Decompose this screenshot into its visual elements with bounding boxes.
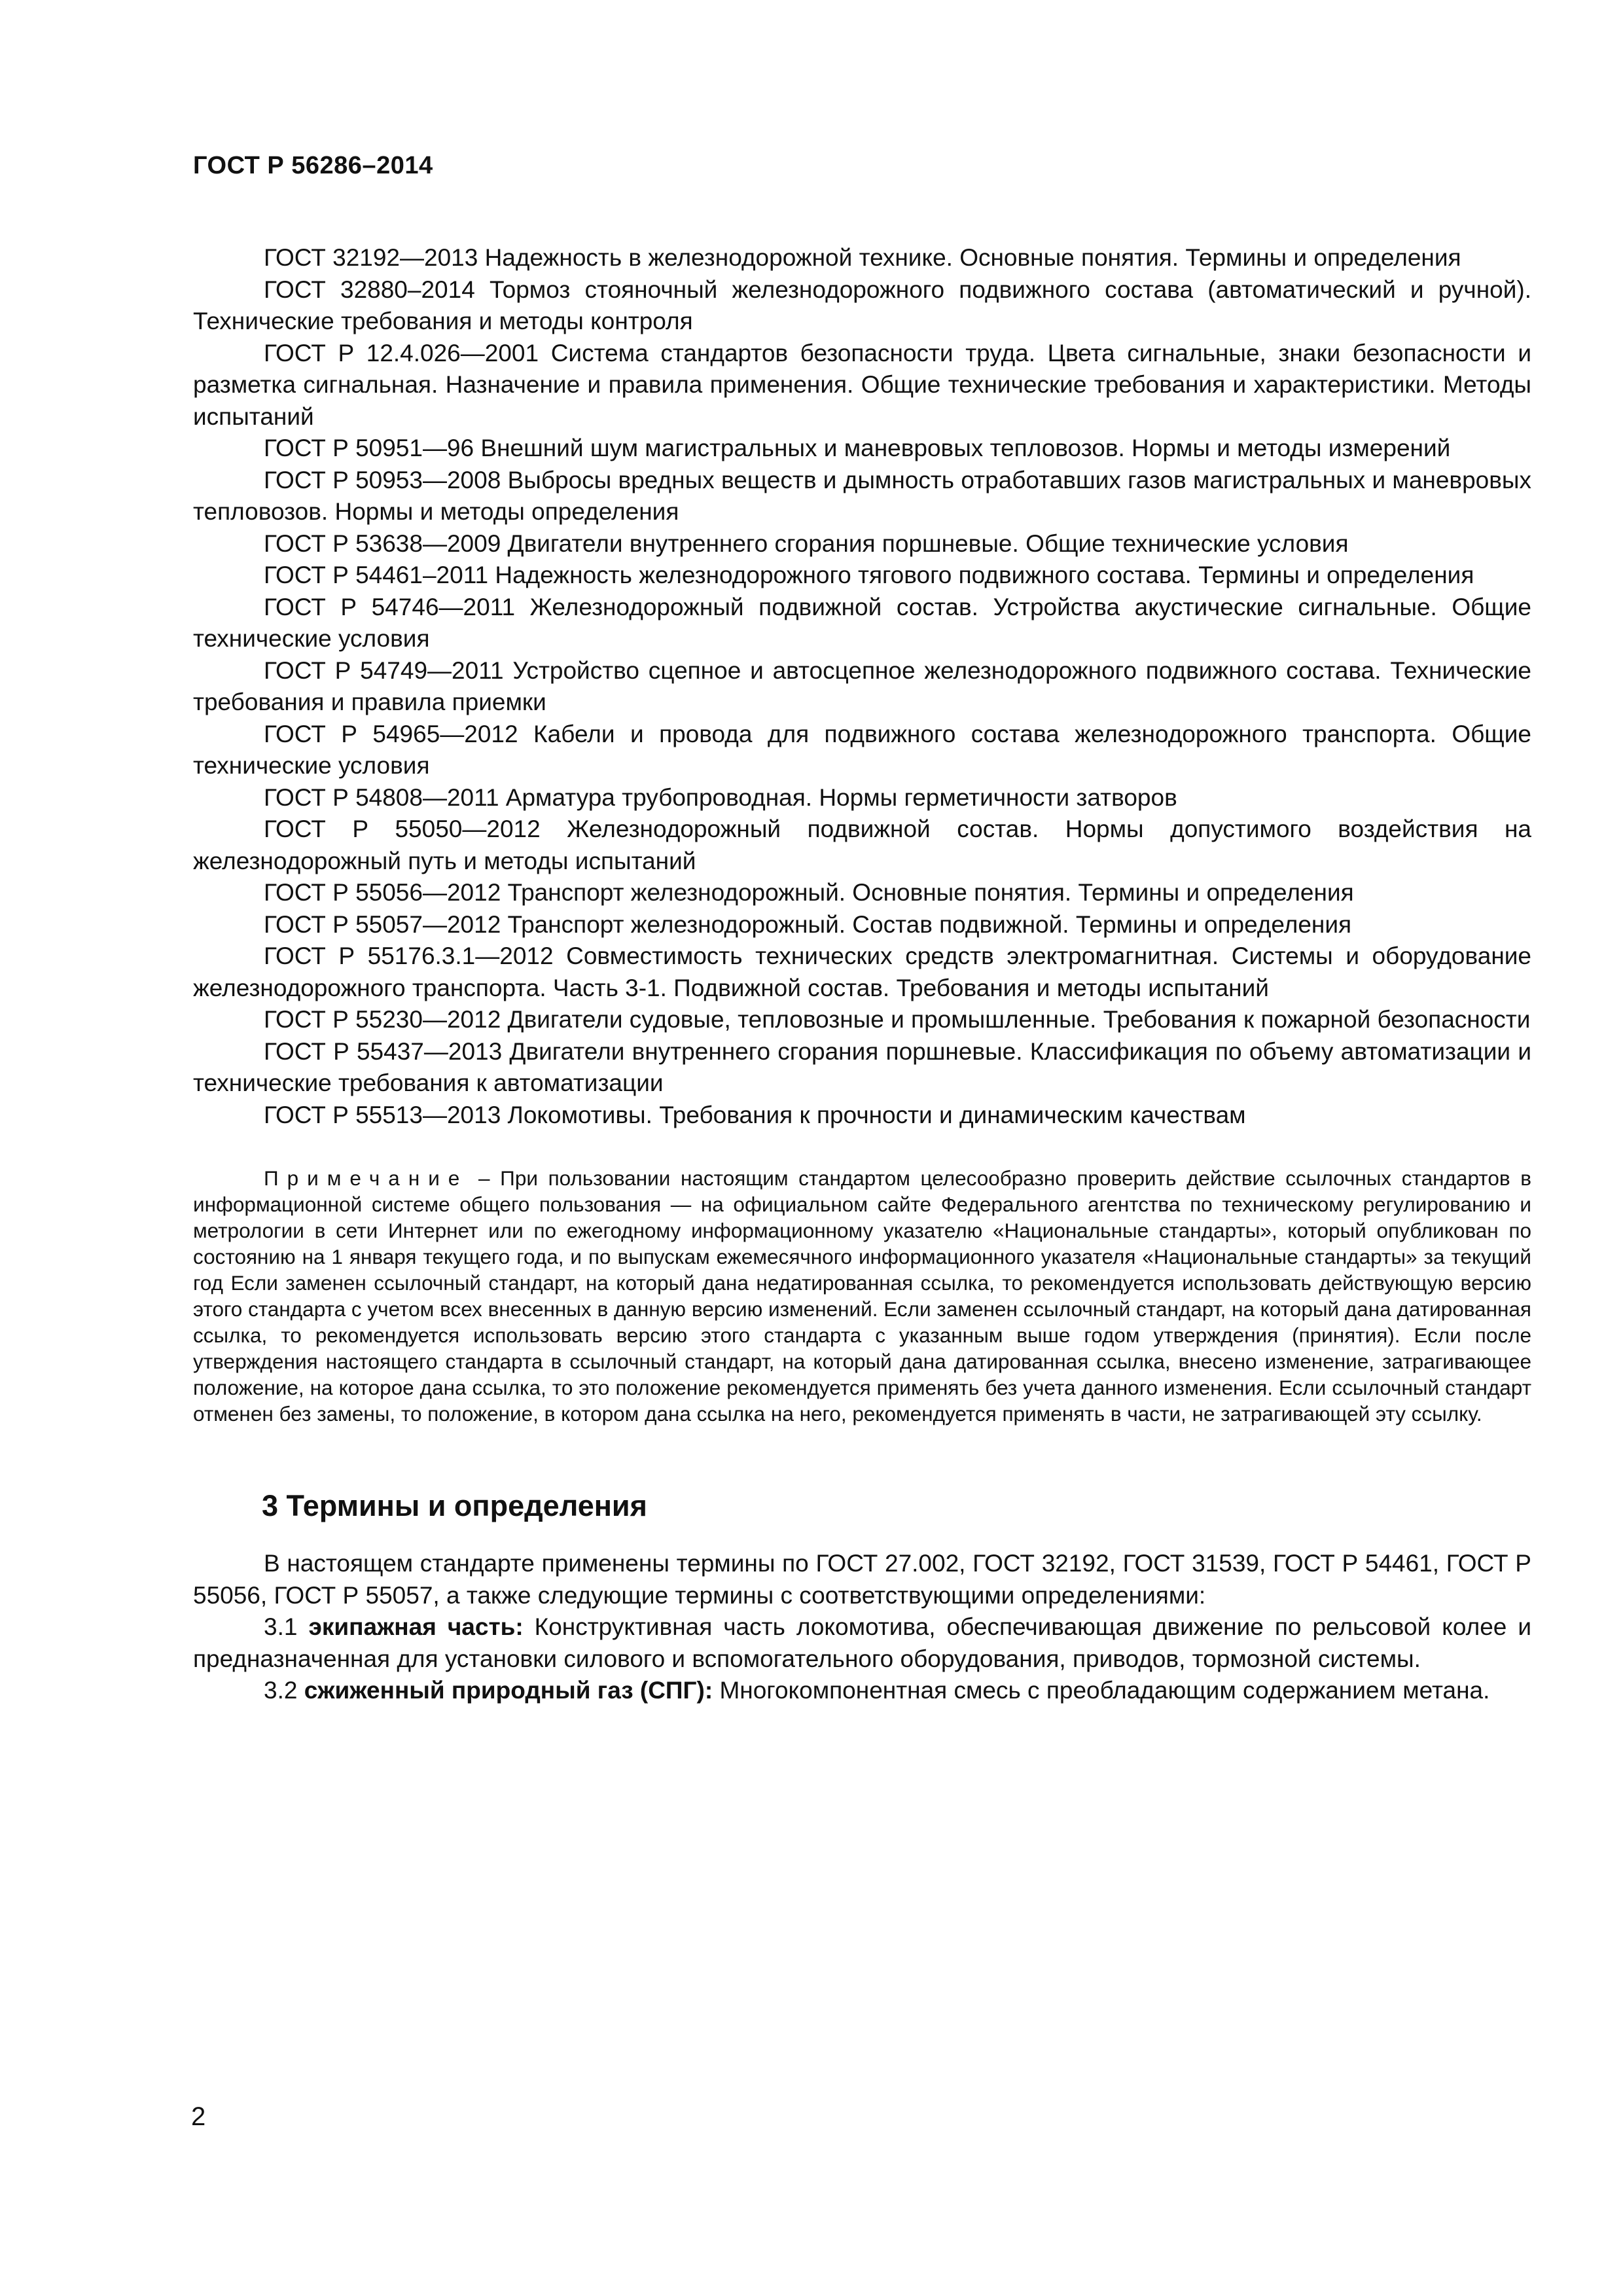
section-title: 3 Термины и определения — [262, 1489, 647, 1522]
reference-item: ГОСТ Р 55056—2012 Транспорт железнодорожный. Основные понятия. Термины и определения — [264, 879, 1354, 906]
reference-item: ГОСТ Р 55176.3.1—2012 Совместимость технических средств электромагнитная. Системы и оборудование железнодорожного транспорта. Часть 3-1. Подвижной состав. Требования и методы испытаний — [193, 942, 1531, 1001]
term-definition — [193, 1675, 1531, 1707]
term-text: Конструктивная часть локомотива, обеспечивающая движение по рельсовой колее и предназначенная для установки силового и вспомогательного оборудования, приводов, тормозной системы. — [193, 1613, 1532, 1672]
reference-item: ГОСТ Р 55513—2013 Локомотивы. Требования к прочности и динамическим качествам — [264, 1101, 1246, 1128]
document-body — [193, 242, 1531, 1707]
reference-item: ГОСТ Р 54461–2011 Надежность железнодорожного тягового подвижного состава. Термины и определения — [264, 562, 1474, 588]
reference-item: ГОСТ Р 50953—2008 Выбросы вредных веществ и дымность отработавших газов магистральных и маневровых тепловозов. Нормы и методы определения — [193, 466, 1531, 525]
reference-item: ГОСТ Р 54965—2012 Кабели и провода для подвижного состава железнодорожного транспорта. Общие технические условия — [193, 720, 1531, 779]
reference-item: ГОСТ Р 54746—2011 Железнодорожный подвижной состав. Устройства акустические сигнальные. Общие технические условия — [193, 593, 1531, 652]
reference-item: ГОСТ Р 55050—2012 Железнодорожный подвижной состав. Нормы допустимого воздействия на железнодорожный путь и методы испытаний — [193, 816, 1531, 874]
reference-item: ГОСТ 32880–2014 Тормоз стояночный железнодорожного подвижного состава (автоматический и ручной). Технические требования и методы контроля — [193, 276, 1531, 334]
term-name: экипажная часть: — [308, 1613, 524, 1640]
page-number: 2 — [191, 2102, 206, 2131]
reference-item: ГОСТ Р 55057—2012 Транспорт железнодорожный. Состав подвижной. Термины и определения — [264, 910, 1352, 938]
note-block — [193, 1165, 1531, 1427]
term-number: 3.2 — [264, 1677, 298, 1704]
term-definition — [193, 1611, 1531, 1675]
reference-item: ГОСТ Р 54749—2011 Устройство сцепное и автосцепное железнодорожного подвижного состава. Технические требования и правила приемки — [193, 656, 1531, 715]
reference-item: ГОСТ Р 12.4.026—2001 Система стандартов безопасности труда. Цвета сигнальные, знаки безопасности и разметка сигнальная. Назначение и правила применения. Общие технические требования и характеристики. Методы испытаний — [193, 339, 1531, 430]
document-code-header: ГОСТ Р 56286–2014 — [193, 152, 433, 179]
term-text: Многокомпонентная смесь с преобладающим содержанием метана. — [719, 1677, 1490, 1704]
reference-item: ГОСТ Р 53638—2009 Двигатели внутреннего сгорания поршневые. Общие технические условия — [264, 529, 1349, 557]
reference-item: ГОСТ Р 50951—96 Внешний шум магистральных и маневровых тепловозов. Нормы и методы измерений — [264, 435, 1451, 461]
reference-item: ГОСТ Р 54808—2011 Арматура трубопроводная. Нормы герметичности затворов — [264, 783, 1177, 811]
note-text: – При пользовании настоящим стандартом целесообразно проверить действие ссылочных стандартов в информационной системе общего пользования — на официальном сайте Федерального агентства по техническому регулированию и метрологии в сети Интернет или по ежегодному информационному указателю «Национальные стандарты», который опубликован по состоянию на 1 января текущего года, и по выпускам ежемесячного информационного указателя «Национальные стандарты» за текущий год Если заменен ссылочный стандарт, на который дана недатированная ссылка, то рекомендуется использовать действующую версию этого стандарта с учетом всех внесенных в данную версию изменений. Если заменен ссылочный стандарт, на который дана датированная ссылка, то рекомендуется использовать версию этого стандарта с указанным выше годом утверждения (принятия). Если после утверждения настоящего стандарта в ссылочный стандарт, на который дана датированная ссылка, внесено изменение, затрагивающее положение, на которое дана ссылка, то это положение рекомендуется применять без учета данного изменения. Если ссылочный стандарт отменен без замены, то положение, в котором дана ссылка на него, рекомендуется применять в части, не затрагивающей эту ссылку. — [193, 1166, 1531, 1426]
normative-references-list — [193, 242, 1531, 1131]
note-label: Примечание — [264, 1166, 469, 1190]
reference-item: ГОСТ 32192—2013 Надежность в железнодорожной технике. Основные понятия. Термины и определения — [264, 244, 1461, 271]
term-number: 3.1 — [264, 1613, 298, 1640]
reference-item: ГОСТ Р 55230—2012 Двигатели судовые, тепловозные и промышленные. Требования к пожарной безопасности — [264, 1006, 1531, 1033]
term-name: сжиженный природный газ (СПГ): — [304, 1677, 713, 1704]
reference-item: ГОСТ Р 55437—2013 Двигатели внутреннего сгорания поршневые. Классификация по объему автоматизации и технические требования к автоматизации — [193, 1037, 1531, 1096]
section-intro: В настоящем стандарте применены термины по ГОСТ 27.002, ГОСТ 32192, ГОСТ 31539, ГОСТ Р 54461, ГОСТ Р 55056, ГОСТ Р 55057, а также следующие термины с соответствующими определениями: — [193, 1550, 1531, 1609]
